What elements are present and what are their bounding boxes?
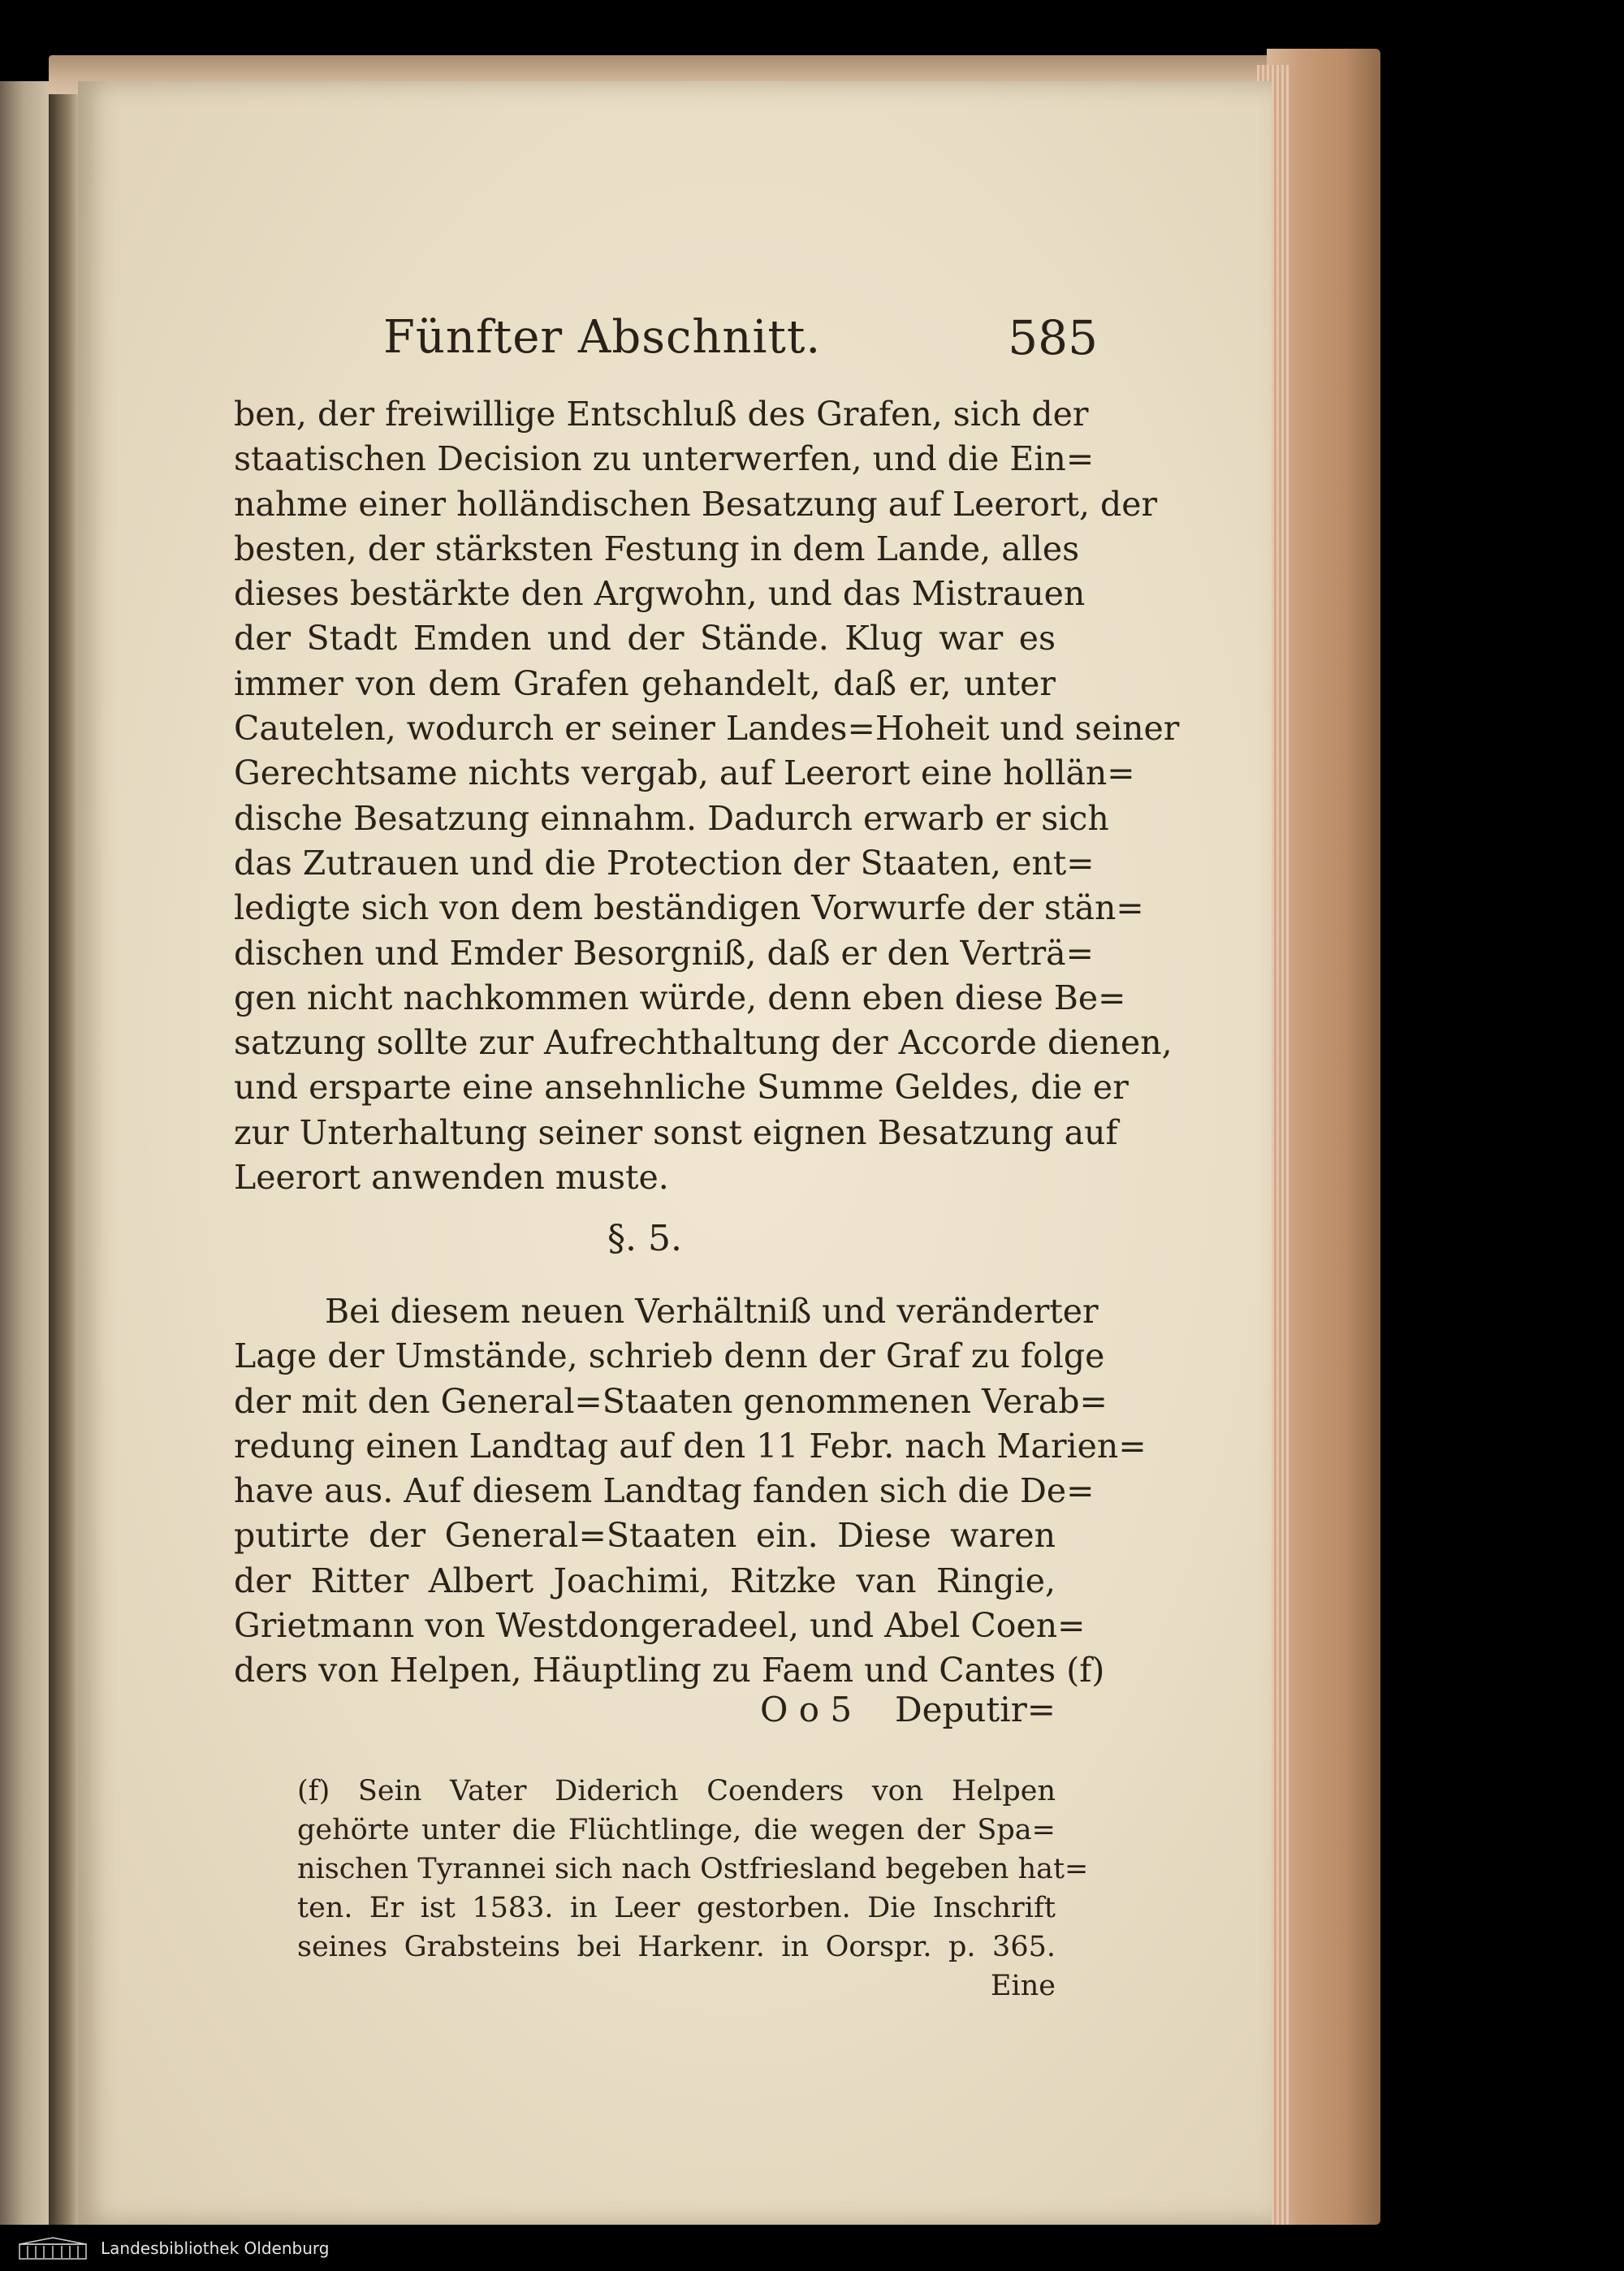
text-line: Lage der Umstände, schrieb denn der Graf zu folge — [234, 1336, 1105, 1376]
footnote-line: ten. Er ist 1583. in Leer gestorben. Die Inschrift — [297, 1892, 1056, 1924]
book-gutter — [49, 81, 81, 2225]
text-line: satzung sollte zur Aufrechthaltung der Accorde dienen, — [234, 1023, 1173, 1063]
footnote-line: gehörte unter die Flüchtlinge, die wegen der Spa= — [297, 1814, 1056, 1846]
text-line: immer von dem Grafen gehandelt, daß er, unter — [234, 663, 1056, 703]
page-number: 585 — [1008, 310, 1098, 365]
text-line: putirte der General=Staaten ein. Diese waren — [234, 1516, 1056, 1556]
footnote — [297, 1772, 1089, 2005]
text-line: Bei diesem neuen Verhältniß und veränderter — [325, 1292, 1099, 1331]
text-line: redung einen Landtag auf den 11 Febr. nach Marien= — [234, 1426, 1147, 1466]
text-line: dische Besatzung einnahm. Dadurch erwarb er sich — [234, 798, 1109, 838]
text-line: und ersparte eine ansehnliche Summe Geldes, die er — [234, 1068, 1129, 1107]
library-name: Landesbibliothek Oldenburg — [101, 2239, 330, 2258]
text-line: der Stadt Emden und der Stände. Klug war es — [234, 619, 1056, 658]
text-line: ledigte sich von dem beständigen Vorwurfe der stän= — [234, 888, 1144, 928]
text-line: nahme einer holländischen Besatzung auf Leerort, der — [234, 484, 1158, 524]
text-line: ben, der freiwillige Entschluß des Grafen, sich der — [234, 395, 1089, 434]
printer-signature: O o 5 — [760, 1690, 853, 1729]
text-line: der Ritter Albert Joachimi, Ritzke van Ringie, — [234, 1561, 1056, 1600]
text-line: der mit den General=Staaten genommenen Verab= — [234, 1381, 1108, 1421]
footnote-line: (f) Sein Vater Diderich Coenders von Helpen — [297, 1775, 1056, 1807]
library-attribution-bar — [0, 2225, 1624, 2271]
library-building-icon — [18, 2236, 88, 2260]
text-line: Gerechtsame nichts vergab, auf Leerort eine hollän= — [234, 753, 1135, 793]
footnote-line: seines Grabsteins bei Harkenr. in Oorspr. p. 365. — [297, 1931, 1056, 1963]
text-line: Leerort anwenden muste. — [234, 1158, 669, 1198]
book-page — [78, 81, 1272, 2225]
footnote-line: nischen Tyrannei sich nach Ostfriesland begeben hat= — [297, 1853, 1089, 1885]
text-line: zur Unterhaltung seiner sonst eignen Besatzung auf — [234, 1112, 1118, 1152]
running-head-title: Fünfter Abschnitt. — [383, 311, 822, 364]
text-line: Grietmann von Westdongeradeel, und Abel Coen= — [234, 1606, 1086, 1646]
text-line: Cautelen, wodurch er seiner Landes=Hoheit und seiner — [234, 709, 1180, 749]
text-line: dischen und Emder Besorgniß, daß er den Verträ= — [234, 933, 1094, 973]
text-line: das Zutrauen und die Protection der Staaten, ent= — [234, 843, 1095, 883]
text-line: gen nicht nachkommen würde, denn eben diese Be= — [234, 978, 1126, 1017]
catchword: Deputir= — [894, 1690, 1056, 1729]
signature-line — [234, 1686, 1056, 1734]
section-heading: §. 5. — [607, 1218, 682, 1259]
text-line: ders von Helpen, Häuptling zu Faem und Cantes (f) — [234, 1651, 1105, 1690]
text-line: staatischen Decision zu unterwerfen, und die Ein= — [234, 439, 1095, 479]
text-line: dieses bestärkte den Argwohn, und das Mistrauen — [234, 574, 1086, 614]
body-paragraph — [234, 392, 1180, 1200]
section-paragraph — [234, 1289, 1147, 1694]
text-line: have aus. Auf diesem Landtag fanden sich die De= — [234, 1471, 1095, 1511]
footnote-catchword: Eine — [991, 1970, 1056, 2002]
text-line: besten, der stärksten Festung in dem Lande, alles — [234, 529, 1080, 568]
